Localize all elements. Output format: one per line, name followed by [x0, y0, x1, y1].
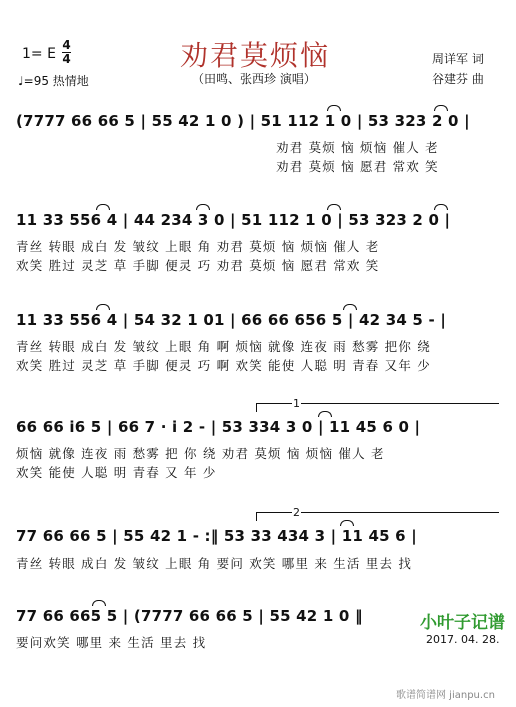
notation-row-6: 77 66 665 5 | (7777 66 66 5 | 55 42 1 0 ‖	[16, 607, 363, 625]
lyrics-row-1a: 劝君 莫烦 恼 烦恼 催人 老	[276, 140, 439, 155]
key-label: 1= E	[22, 46, 56, 62]
site-watermark: 歌谱简谱网 jianpu.cn	[396, 690, 495, 701]
notation-row-2: 11 33 556 4 | 44 234 3 0 | 51 112 1 0 | 53 323 2 0 |	[16, 211, 451, 229]
arranger-logo: 小叶子记谱	[420, 613, 505, 633]
notation-row-3: 11 33 556 4 | 54 32 1 01 | 66 66 656 5 | 42 34 5 - |	[16, 311, 446, 329]
tie-arc	[96, 304, 110, 310]
lyrics-row-2b: 欢笑 胜过 灵芝 草 手脚 便灵 巧 劝君 莫烦 恼 愿君 常欢 笑	[16, 258, 380, 273]
lyrics-row-2a: 青丝 转眼 成白 发 皱纹 上眼 角 劝君 莫烦 恼 烦恼 催人 老	[16, 239, 380, 254]
lyrics-row-6a: 要问欢笑 哪里 来 生活 里去 找	[16, 635, 207, 650]
tie-arc	[327, 105, 341, 111]
time-signature	[62, 40, 71, 65]
notation-row-4: 66 66 i6 5 | 66 7 · i 2 - | 53 334 3 0 | 11 45 6 0 |	[16, 418, 421, 436]
volta-number-2: 2	[293, 506, 300, 519]
tempo-marking: ♩=95 热情地	[18, 74, 89, 88]
tie-arc	[318, 411, 332, 417]
lyrics-row-3a: 青丝 转眼 成白 发 皱纹 上眼 角 啊 烦恼 就像 连夜 雨 愁雾 把你 绕	[16, 339, 431, 354]
song-title: 劝君莫烦恼	[180, 39, 331, 72]
tie-arc	[196, 204, 210, 210]
lyrics-row-1b: 劝君 莫烦 恼 愿君 常欢 笑	[276, 159, 439, 174]
key-signature	[22, 46, 56, 62]
tie-arc	[434, 105, 448, 111]
lyrics-row-4a: 烦恼 就像 连夜 雨 愁雾 把 你 绕 劝君 莫烦 恼 烦恼 催人 老	[16, 446, 385, 461]
tie-arc	[96, 204, 110, 210]
time-bottom: 4	[62, 52, 71, 66]
tie-arc	[340, 520, 354, 526]
lyrics-row-5a: 青丝 转眼 成白 发 皱纹 上眼 角 要问 欢笑 哪里 来 生活 里去 找	[16, 556, 413, 571]
tie-arc	[327, 204, 341, 210]
arrangement-date: 2017. 04. 28.	[426, 633, 500, 646]
notation-row-5: 77 66 66 5 | 55 42 1 - :‖ 53 33 434 3 | 11 45 6 |	[16, 527, 417, 545]
tie-arc	[343, 304, 357, 310]
tie-arc	[92, 600, 106, 606]
notation-row-1: (7777 66 66 5 | 55 42 1 0 ) | 51 112 1 0 | 53 323 2 0 |	[16, 112, 470, 130]
tie-arc	[434, 204, 448, 210]
lyricist-credit: 周详军 词	[432, 52, 484, 66]
volta-number-1: 1	[293, 397, 300, 410]
singers: （田鸣、张西珍 演唱）	[192, 72, 316, 86]
time-top: 4	[62, 38, 71, 52]
lyrics-row-3b: 欢笑 胜过 灵芝 草 手脚 便灵 巧 啊 欢笑 能使 人聪 明 青春 又年 少	[16, 358, 431, 373]
lyrics-row-4b: 欢笑 能使 人聪 明 青春 又 年 少	[16, 465, 217, 480]
composer-credit: 谷建芬 曲	[432, 72, 484, 86]
